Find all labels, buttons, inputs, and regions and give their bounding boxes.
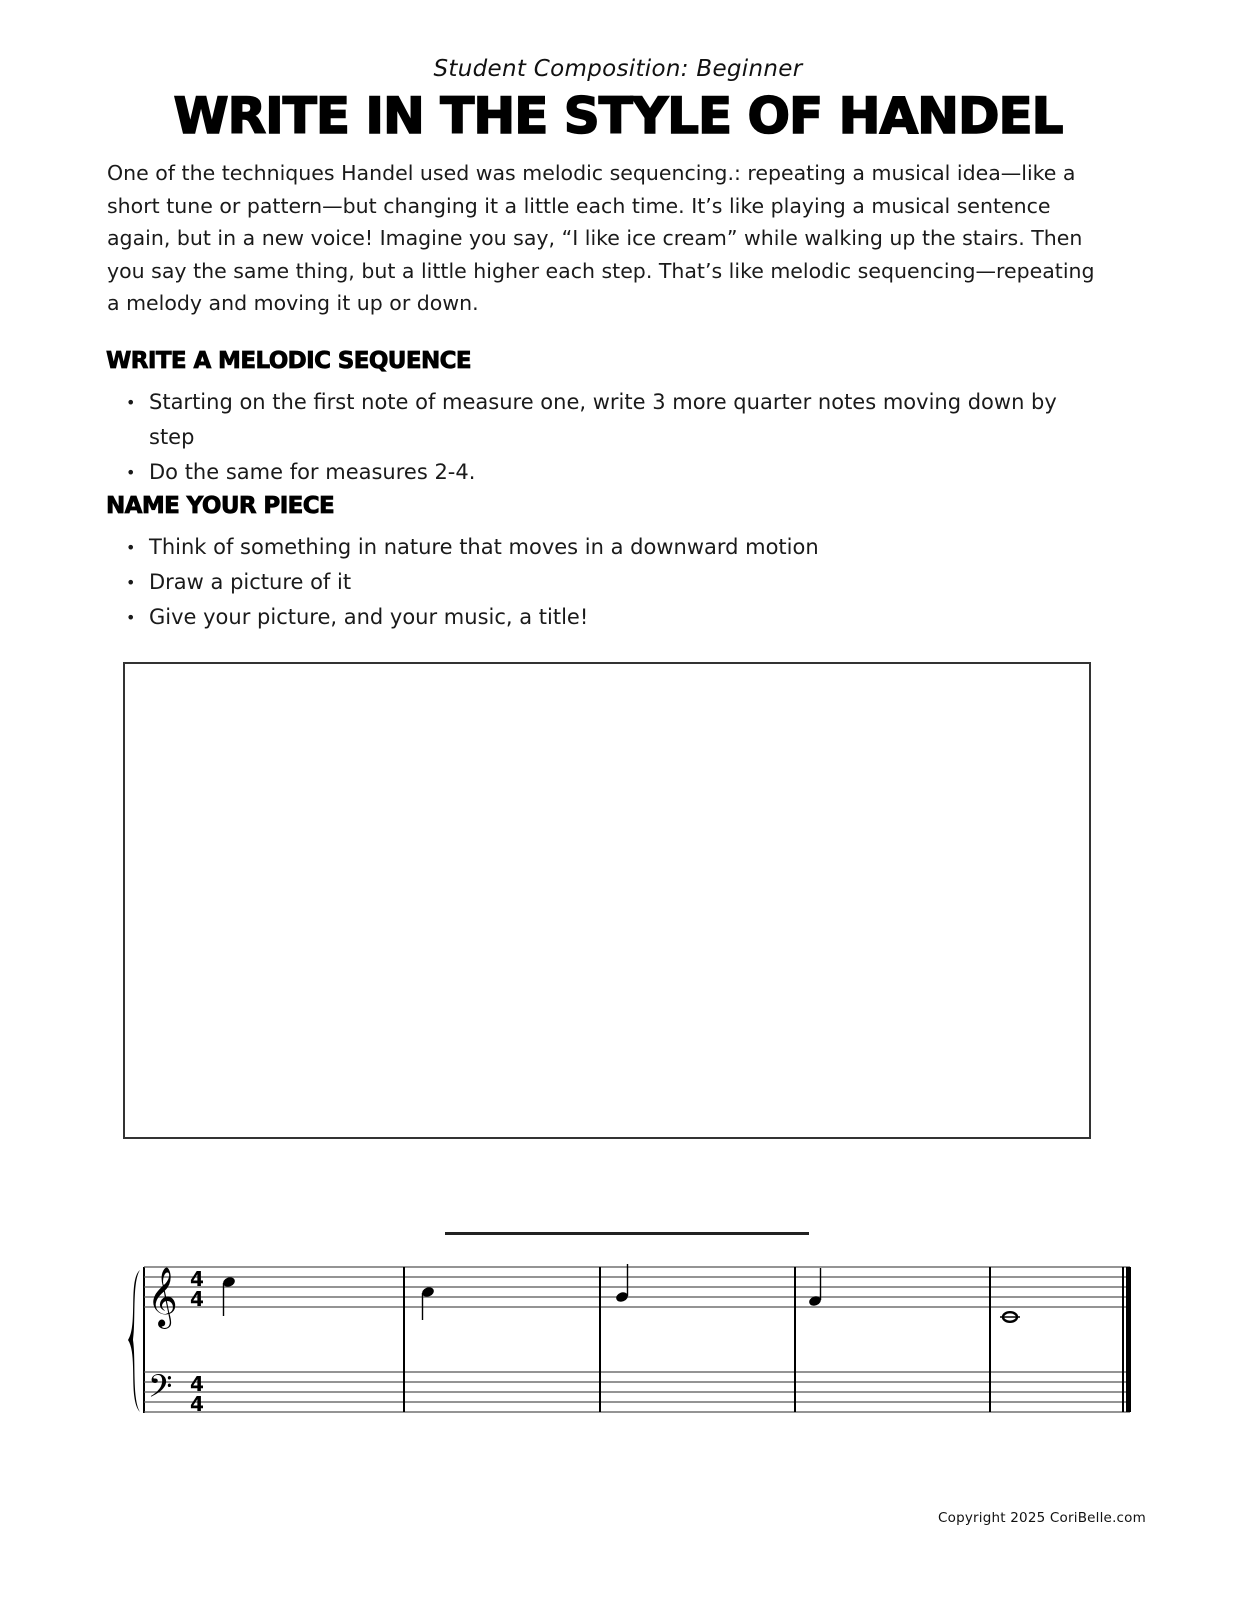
barlines (404, 1267, 1123, 1412)
treble-clef-icon: 𝄞 (147, 1267, 178, 1327)
intro-paragraph: One of the techniques Handel used was melodic sequencing.: repeating a musical idea—like a short tune or pattern—but changing it a little each time. It’s like playing a musical sentence again, but in a new voice! Imagine you say, “I like ice cream” while walking up the stairs. Then you say the same thing, but a little higher each step. That’s like melodic sequencing—repeating a melody and moving it up or down. (107, 161, 1095, 315)
worksheet-title: WRITE IN THE STYLE OF HANDEL (173, 87, 1063, 145)
svg-text:4: 4 (190, 1372, 204, 1396)
svg-text:4: 4 (190, 1267, 204, 1291)
final-barline (1126, 1267, 1131, 1412)
note-measure-5-c4-whole (1000, 1312, 1020, 1322)
svg-text:4: 4 (190, 1287, 204, 1311)
note-measure-2-b4 (421, 1286, 435, 1320)
section-heading-melodic-sequence: WRITE A MELODIC SEQUENCE (106, 348, 472, 374)
instruction-item: • Draw a picture of it (128, 565, 1088, 600)
worksheet-subtitle: Student Composition: Beginner (433, 56, 803, 82)
note-measure-3-a4 (615, 1264, 629, 1303)
copyright-text: Copyright 2025 CoriBelle.com (938, 1510, 1146, 1526)
svg-text:4: 4 (190, 1392, 204, 1416)
instruction-item: • Think of something in nature that moves in a downward motion (128, 530, 1088, 565)
time-signature (190, 1267, 204, 1416)
instruction-item: • Give your picture, and your music, a title! (128, 600, 1088, 635)
instruction-item: • Do the same for measures 2-4. (128, 455, 1088, 490)
bass-clef-icon: 𝄢 (148, 1368, 173, 1412)
instruction-item: • Starting on the first note of measure one, write 3 more quarter notes moving down by step (128, 385, 1088, 455)
bass-staff (144, 1372, 1130, 1412)
note-measure-4-g4 (808, 1268, 822, 1307)
section-heading-name-your-piece: NAME YOUR PIECE (106, 493, 335, 519)
note-measure-1-c5 (222, 1276, 236, 1316)
treble-staff (144, 1267, 1130, 1307)
brace-icon (128, 1270, 140, 1412)
